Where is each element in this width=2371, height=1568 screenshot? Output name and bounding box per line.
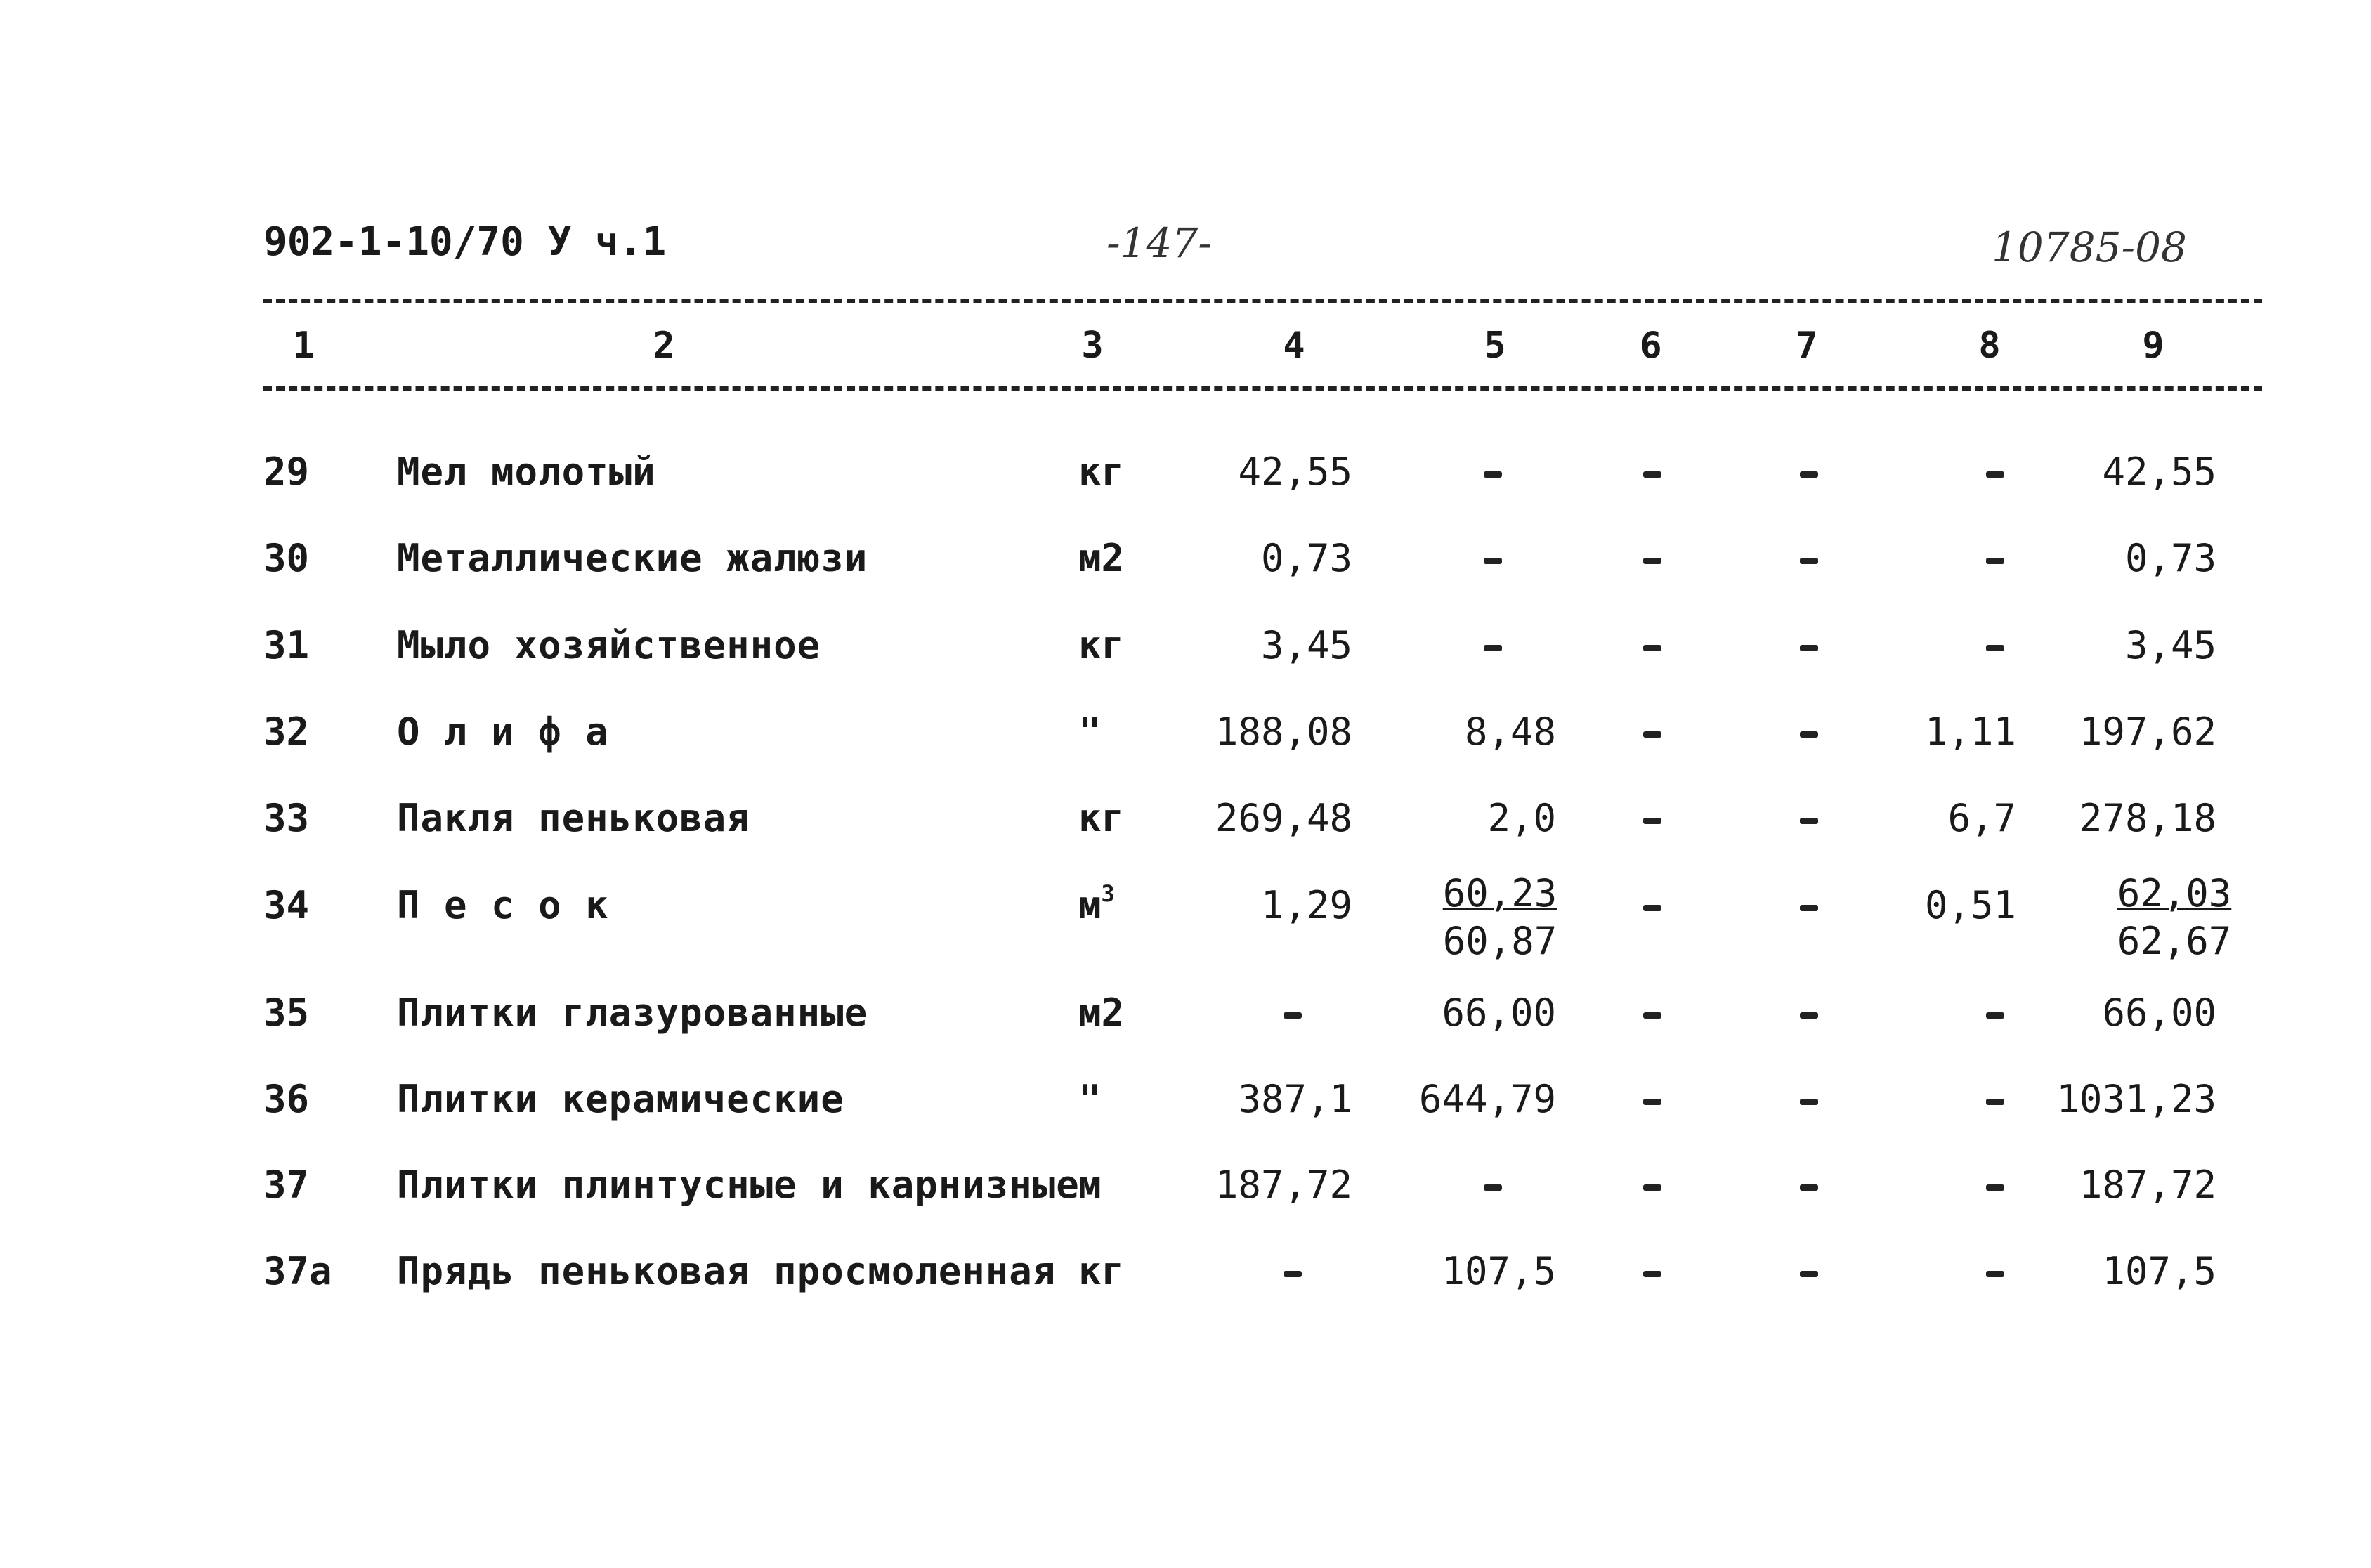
material-name: О л и ф а [397, 710, 609, 754]
header-bottom-rule [263, 386, 2262, 391]
col8-value: 0,51 [1924, 883, 2016, 927]
col5-fraction-top: 60,23 [1442, 871, 1557, 915]
row-number: 29 [263, 450, 310, 494]
column-header-4: 4 [1283, 325, 1305, 367]
unit-text: м2 [1078, 536, 1125, 580]
row-number: 36 [263, 1077, 310, 1121]
col7-value-dash [1800, 471, 1818, 478]
column-header-2: 2 [653, 325, 675, 367]
col4-value-dash [1284, 1012, 1302, 1019]
col6-value-dash [1643, 645, 1661, 651]
col8-value-dash [1986, 558, 2004, 564]
column-header-9: 9 [2142, 325, 2164, 367]
material-name: Пакля пеньковая [397, 796, 750, 840]
material-name: Плитки керамические [397, 1077, 844, 1121]
col6-value-dash [1643, 818, 1661, 824]
col8-value-dash [1986, 1099, 2004, 1105]
row-number: 33 [263, 796, 310, 840]
col4-value: 3,45 [1260, 623, 1352, 667]
unit-of-measure [1078, 536, 1125, 580]
top-rule [263, 299, 2262, 303]
col4-value: 0,73 [1260, 536, 1352, 580]
col9-fraction-top: 62,03 [2117, 871, 2232, 915]
col9-value: 278,18 [2079, 796, 2216, 840]
column-header-7: 7 [1796, 325, 1818, 367]
col9-value: 66,00 [2102, 991, 2216, 1035]
page-number: -147- [1106, 219, 1212, 267]
col4-value: 269,48 [1215, 796, 1352, 840]
col5-value: 2,0 [1487, 796, 1556, 840]
col7-value-dash [1800, 558, 1818, 564]
col9-fraction-bottom: 62,67 [2117, 918, 2232, 963]
unit-of-measure [1078, 450, 1125, 494]
unit-text: " [1078, 710, 1102, 754]
unit-of-measure [1078, 796, 1125, 840]
col9-value: 1031,23 [2056, 1077, 2216, 1121]
col5-value: 644,79 [1418, 1077, 1556, 1121]
col7-value-dash [1800, 1012, 1818, 1019]
material-name: Мыло хозяйственное [397, 623, 821, 667]
material-name: Плитки глазурованные [397, 991, 868, 1035]
unit-of-measure [1078, 710, 1102, 754]
col6-value-dash [1643, 1099, 1661, 1105]
col6-value-dash [1643, 1271, 1661, 1277]
unit-of-measure [1078, 991, 1125, 1035]
column-header-8: 8 [1978, 325, 2001, 367]
unit-text: м2 [1078, 991, 1125, 1035]
col5-fraction-bottom: 60,87 [1442, 918, 1557, 963]
unit-of-measure [1078, 1163, 1102, 1207]
col6-value-dash [1643, 558, 1661, 564]
col4-value: 187,72 [1215, 1163, 1352, 1207]
col8-value-dash [1986, 1012, 2004, 1019]
col5-value-dash [1484, 645, 1502, 651]
col6-value-dash [1643, 471, 1661, 478]
col5-value-dash [1484, 558, 1502, 564]
unit-of-measure [1078, 880, 1115, 927]
column-header-1: 1 [292, 325, 315, 367]
col7-value-dash [1800, 905, 1818, 911]
col5-value: 66,00 [1442, 991, 1556, 1035]
col9-value: 197,62 [2079, 710, 2216, 754]
col8-value-dash [1986, 471, 2004, 478]
col9-value: 0,73 [2124, 536, 2216, 580]
material-name: П е с о к [397, 883, 609, 927]
material-name: Плитки плинтусные и карнизные [397, 1163, 1080, 1207]
col6-value-dash [1643, 1184, 1661, 1191]
col8-value-dash [1986, 1184, 2004, 1191]
col4-value: 42,55 [1238, 450, 1352, 494]
col7-value-dash [1800, 1184, 1818, 1191]
col7-value-dash [1800, 731, 1818, 738]
col5-value: 107,5 [1442, 1249, 1556, 1293]
col9-value: 3,45 [2124, 623, 2216, 667]
col7-value-dash [1800, 645, 1818, 651]
unit-text: кг [1078, 623, 1125, 667]
column-header-6: 6 [1640, 325, 1662, 367]
unit-of-measure [1078, 1249, 1125, 1293]
inventory-number: 10785-08 [1992, 223, 2187, 271]
col4-value-dash [1284, 1271, 1302, 1277]
unit-text: м [1078, 1163, 1102, 1207]
col5-value-dash [1484, 1184, 1502, 1191]
row-number: 37а [263, 1249, 332, 1293]
col6-value-dash [1643, 1012, 1661, 1019]
row-number: 32 [263, 710, 310, 754]
unit-text: кг [1078, 796, 1125, 840]
col4-value: 1,29 [1260, 883, 1352, 927]
col7-value-dash [1800, 1099, 1818, 1105]
unit-text: кг [1078, 1249, 1125, 1293]
col6-value-dash [1643, 905, 1661, 911]
col9-fraction [2117, 870, 2232, 965]
col8-value: 1,11 [1924, 710, 2016, 754]
row-number: 34 [263, 883, 310, 927]
col9-value: 107,5 [2102, 1249, 2216, 1293]
col5-value: 8,48 [1464, 710, 1556, 754]
col8-value-dash [1986, 1271, 2004, 1277]
column-header-3: 3 [1081, 325, 1104, 367]
col9-value: 187,72 [2079, 1163, 2216, 1207]
col5-fraction [1443, 870, 1557, 965]
unit-of-measure [1078, 623, 1125, 667]
unit-superscript: 3 [1101, 880, 1115, 907]
unit-text: " [1078, 1077, 1102, 1121]
document-code: 902-1-10/70 У ч.1 [263, 219, 667, 265]
col6-value-dash [1643, 731, 1661, 738]
row-number: 35 [263, 991, 310, 1035]
material-name: Металлические жалюзи [397, 536, 868, 580]
col8-value: 6,7 [1947, 796, 2016, 840]
unit-text: кг [1078, 450, 1125, 494]
col7-value-dash [1800, 1271, 1818, 1277]
col7-value-dash [1800, 818, 1818, 824]
column-header-5: 5 [1484, 325, 1506, 367]
material-name: Мел молотый [397, 450, 656, 494]
row-number: 37 [263, 1163, 310, 1207]
col5-value-dash [1484, 471, 1502, 478]
col8-value-dash [1986, 645, 2004, 651]
unit-text: м [1078, 883, 1102, 927]
col4-value: 387,1 [1238, 1077, 1352, 1121]
material-name: Прядь пеньковая просмоленная [397, 1249, 1057, 1293]
row-number: 30 [263, 536, 310, 580]
row-number: 31 [263, 623, 310, 667]
col9-value: 42,55 [2102, 450, 2216, 494]
col4-value: 188,08 [1215, 710, 1352, 754]
unit-of-measure [1078, 1077, 1102, 1121]
